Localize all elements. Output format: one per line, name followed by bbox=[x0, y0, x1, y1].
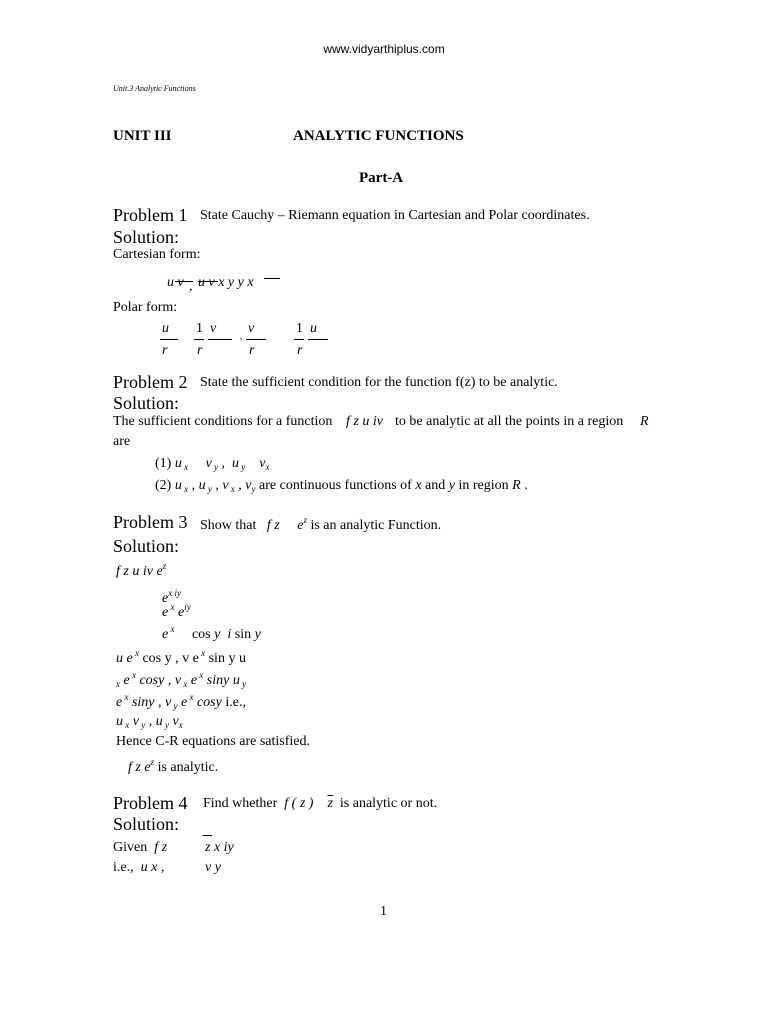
problem-2-question: State the sufficient condition for the function f(z) to be analytic. bbox=[200, 375, 558, 390]
p3-line-1: f z u iv $e^z$ bbox=[116, 561, 167, 579]
p4-ie: i.e., u x , bbox=[113, 860, 165, 875]
polar-v-a: v bbox=[210, 321, 217, 336]
p3-line-5: u e $^x$ cos y , v e $^x$ sin y u bbox=[116, 648, 246, 666]
problem-1-question: State Cauchy – Riemann equation in Cartesian and Polar coordinates. bbox=[200, 208, 590, 223]
p2-text-b: to be analytic at all the points in a region bbox=[395, 414, 624, 429]
running-head: Unit.3 Analytic Functions bbox=[113, 84, 196, 93]
problem-4-solution: Solution: bbox=[113, 814, 180, 834]
condition-1: (1) u $_x$ v $_y$ , u $_y$ $v_x$ bbox=[155, 456, 270, 472]
p3-line-8: u $_x$ v $_y$ , u $_y$ $v_x$ bbox=[116, 714, 183, 730]
polar-r3: r bbox=[249, 343, 255, 358]
polar-comma: , bbox=[240, 331, 243, 341]
problem-3-question: Show that f z $e^z$ is an analytic Function. bbox=[200, 515, 442, 533]
p2-text-a: The sufficient conditions for a function bbox=[113, 414, 333, 429]
p3-conclusion: Hence C-R equations are satisfied. bbox=[116, 734, 310, 749]
polar-r2: r bbox=[197, 343, 203, 358]
unit-number: UNIT III bbox=[113, 128, 172, 144]
p2-region: R bbox=[640, 414, 649, 429]
polar-label: Polar form: bbox=[113, 300, 178, 315]
polar-r1: r bbox=[162, 343, 168, 358]
polar-u-b: u bbox=[310, 321, 317, 336]
problem-1-label: Problem 1 bbox=[113, 205, 188, 225]
p4-ie-v: v y bbox=[205, 860, 221, 875]
polar-one-a: 1 bbox=[196, 321, 203, 336]
p3-line-4: e $^x$ cos y i sin y bbox=[162, 624, 261, 642]
polar-one-b: 1 bbox=[296, 321, 303, 336]
p2-are: are bbox=[113, 434, 131, 449]
condition-2: (2) u $_x$ , u $_y$ , v $_x$ , $v_y$ are continuous functions of x and y in region R . bbox=[155, 478, 528, 494]
problem-4-question: Find whether f ( z ) $\overline{z}$ is analytic or not. bbox=[203, 796, 438, 811]
p3-line-2: $e^{x iy}$ bbox=[162, 588, 181, 606]
problem-1-solution: Solution: bbox=[113, 227, 180, 247]
p4-given: Given f z bbox=[113, 840, 168, 855]
cartesian-label: Cartesian form: bbox=[113, 247, 201, 262]
page-number: 1 bbox=[380, 904, 387, 919]
site-header: www.vidyarthiplus.com bbox=[323, 42, 445, 56]
cartesian-eq-a: u v bbox=[167, 275, 184, 290]
problem-3-label: Problem 3 bbox=[113, 512, 188, 532]
p4-given-rhs: z x iy bbox=[205, 840, 234, 855]
unit-title: ANALYTIC FUNCTIONS bbox=[293, 128, 464, 144]
problem-2-label: Problem 2 bbox=[113, 372, 188, 392]
problem-2-solution: Solution: bbox=[113, 393, 180, 413]
problem-3-solution: Solution: bbox=[113, 536, 180, 556]
p3-line-6: $_x$ e $^x$ cosy , v $_x$ e $^x$ siny u $_y$ bbox=[116, 670, 247, 689]
p3-line-7: e $^x$ siny , v $_y$ e $^x$ cosy i.e., bbox=[116, 692, 246, 711]
polar-v-b: v bbox=[248, 321, 255, 336]
p3-line-3: e $^x$ $e^{iy}$ bbox=[162, 602, 191, 620]
polar-u: u bbox=[162, 321, 169, 336]
polar-r4: r bbox=[297, 343, 303, 358]
cartesian-comma: , bbox=[189, 279, 193, 294]
p3-final: f z $e^z$ is analytic. bbox=[128, 757, 219, 775]
part-heading: Part-A bbox=[359, 170, 404, 186]
problem-4-label: Problem 4 bbox=[113, 793, 188, 813]
cartesian-eq-b: u v x y y x bbox=[198, 275, 254, 290]
p2-fz: f z u iv bbox=[346, 414, 383, 429]
